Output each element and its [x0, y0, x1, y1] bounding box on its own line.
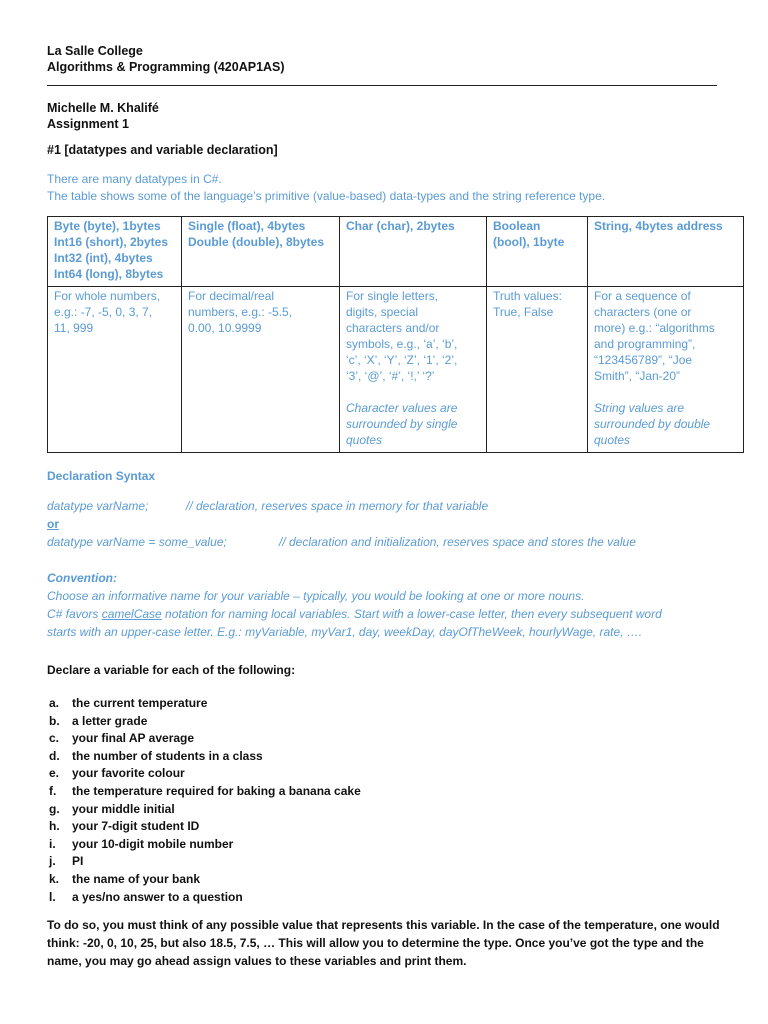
list-item-letter: a.	[49, 696, 60, 710]
note-line: quotes	[594, 433, 631, 447]
list-item	[47, 695, 743, 713]
table-row	[48, 287, 744, 453]
note-line: surrounded by double	[594, 417, 711, 431]
table-cell	[487, 287, 588, 453]
author-name: Michelle M. Khalifé	[47, 101, 159, 115]
cell-line: 11, 999	[54, 321, 94, 335]
convention-line	[47, 605, 743, 623]
syntax-code: datatype varName;	[47, 499, 149, 513]
list-item	[47, 871, 743, 889]
syntax-comment: // declaration and initialization, reserves space and stores the value	[279, 535, 636, 549]
table-cell	[340, 287, 487, 453]
list-item-letter: h.	[49, 819, 60, 834]
list-item	[47, 836, 743, 854]
cell-line: more) e.g.: “algorithms	[594, 321, 715, 335]
list-item-letter: b.	[49, 713, 60, 728]
list-item-text: the number of students in a class	[72, 748, 263, 763]
list-item	[47, 748, 743, 766]
header-line: Char (char), 2bytes	[346, 219, 455, 233]
cell-note	[346, 400, 480, 448]
list-item-text: the current temperature	[72, 696, 208, 710]
header-line: String, 4bytes address	[594, 219, 723, 233]
list-item	[47, 713, 743, 731]
table-header-cell	[48, 217, 182, 287]
intro	[47, 171, 743, 205]
course-title: Algorithms & Programming (420AP1AS)	[47, 60, 285, 74]
header-line: Int16 (short), 2bytes	[54, 235, 169, 249]
list-item-letter: d.	[49, 748, 60, 763]
camelcase-term: camelCase	[101, 607, 162, 621]
list-item	[47, 783, 743, 801]
table-header-cell	[487, 217, 588, 287]
intro-line: There are many datatypes in C#.	[47, 172, 222, 186]
list-item-letter: f.	[49, 783, 57, 798]
declare-title: Declare a variable for each of the following:	[47, 663, 296, 677]
list-item-text: your favorite colour	[72, 766, 185, 781]
list-item-letter: l.	[49, 889, 56, 904]
note-line: String values are	[594, 401, 685, 415]
convention-line: starts with an upper-case letter. E.g.: myVariable, myVar1, day, weekDay, dayOfTheWeek, hourlyWage, rate, ….	[47, 625, 643, 639]
list-item-letter: e.	[49, 766, 60, 781]
convention-line: Choose an informative name for your variable – typically, you would be looking at one or more nouns.	[47, 589, 585, 603]
section-title: #1 [datatypes and variable declaration]	[47, 143, 278, 157]
document-page	[47, 43, 743, 970]
declaration-syntax-title: Declaration Syntax	[47, 469, 156, 483]
or-keyword: or	[47, 517, 59, 531]
variable-list	[47, 695, 743, 906]
note-line: surrounded by single	[346, 417, 458, 431]
header-line: Boolean	[493, 219, 541, 233]
final-paragraph: To do so, you must think of any possible value that represents this variable. In the case of the temperature, one would think: -20, 0, 10, 25, but also 18.5, 7.5, … This will allow you to determine the type. Once you’ve got the type and the name, you may go ahead assign values to these variables and print them.	[47, 918, 720, 969]
list-item	[47, 889, 743, 907]
header-divider	[47, 85, 717, 86]
datatypes-table	[47, 216, 744, 453]
intro-line: The table shows some of the language’s primitive (value-based) data-types and the string reference type.	[47, 189, 606, 203]
declaration-syntax	[47, 497, 743, 551]
list-item-text: PI	[72, 854, 84, 869]
syntax-line-declaration	[47, 497, 743, 515]
cell-line: For a sequence of	[594, 289, 691, 303]
cell-line: e.g.: -7, -5, 0, 3, 7,	[54, 305, 153, 319]
note-line: Character values are	[346, 401, 458, 415]
convention-text: notation for naming local variables. Start with a lower-case letter, then every subsequent word	[161, 607, 662, 621]
cell-line: and programming”,	[594, 337, 696, 351]
cell-line: symbols, e.g., ‘a’, ‘b’,	[346, 337, 458, 351]
list-item-letter: k.	[49, 871, 60, 886]
list-item-letter: g.	[49, 801, 60, 816]
table-cell	[588, 287, 744, 453]
list-item-text: a letter grade	[72, 713, 148, 728]
cell-line: Truth values:	[493, 289, 562, 303]
header-line: Int32 (int), 4bytes	[54, 251, 153, 265]
college-name: La Salle College	[47, 44, 143, 58]
convention-block	[47, 569, 743, 641]
cell-line: characters and/or	[346, 321, 440, 335]
list-item	[47, 765, 743, 783]
list-item-text: your 10-digit mobile number	[72, 836, 234, 851]
cell-line: “123456789”, “Joe	[594, 353, 693, 367]
list-item-letter: j.	[49, 854, 56, 869]
header-line: Double (double), 8bytes	[188, 235, 325, 249]
list-item-text: your 7-digit student ID	[72, 819, 200, 834]
list-item	[47, 801, 743, 819]
header-line: Int64 (long), 8bytes	[54, 267, 164, 281]
cell-line: For decimal/real	[188, 289, 275, 303]
list-item	[47, 853, 743, 871]
cell-note	[594, 400, 737, 448]
cell-line: For single letters,	[346, 289, 439, 303]
assignment-title: Assignment 1	[47, 117, 129, 131]
cell-line: ‘3’, ‘@’, ‘#’, ‘!,’ ‘?’	[346, 369, 435, 383]
note-line: quotes	[346, 433, 383, 447]
table-header-cell	[588, 217, 744, 287]
table-cell	[182, 287, 340, 453]
list-item-text: a yes/no answer to a question	[72, 889, 243, 904]
cell-line: For whole numbers,	[54, 289, 161, 303]
list-item-text: your middle initial	[72, 801, 175, 816]
cell-line: characters (one or	[594, 305, 692, 319]
table-header-cell	[182, 217, 340, 287]
table-header-row	[48, 217, 744, 287]
list-item-text: the name of your bank	[72, 871, 201, 886]
list-item	[47, 730, 743, 748]
header-line: Single (float), 4bytes	[188, 219, 306, 233]
convention-title: Convention:	[47, 571, 117, 585]
syntax-comment: // declaration, reserves space in memory for that variable	[186, 499, 489, 513]
header-line: Byte (byte), 1bytes	[54, 219, 161, 233]
cell-line: 0.00, 10.9999	[188, 321, 262, 335]
cell-line: ‘c’, ‘X’, ‘Y’, ‘Z’, ‘1’, ‘2’,	[346, 353, 458, 367]
cell-line: numbers, e.g.: -5.5,	[188, 305, 293, 319]
cell-line: digits, special	[346, 305, 419, 319]
list-item-letter: i.	[49, 836, 56, 851]
list-item	[47, 818, 743, 836]
list-item-letter: c.	[49, 731, 60, 746]
syntax-line-initialization	[47, 533, 743, 551]
cell-line: Smith”, “Jan-20”	[594, 369, 681, 383]
cell-line: True, False	[493, 305, 554, 319]
syntax-code: datatype varName = some_value;	[47, 535, 227, 549]
convention-text: C# favors	[47, 607, 102, 621]
syntax-or	[47, 515, 743, 533]
list-item-text: the temperature required for baking a banana cake	[72, 783, 361, 798]
table-cell	[48, 287, 182, 453]
header-line: (bool), 1byte	[493, 235, 565, 249]
table-header-cell	[340, 217, 487, 287]
list-item-text: your final AP average	[72, 731, 195, 746]
